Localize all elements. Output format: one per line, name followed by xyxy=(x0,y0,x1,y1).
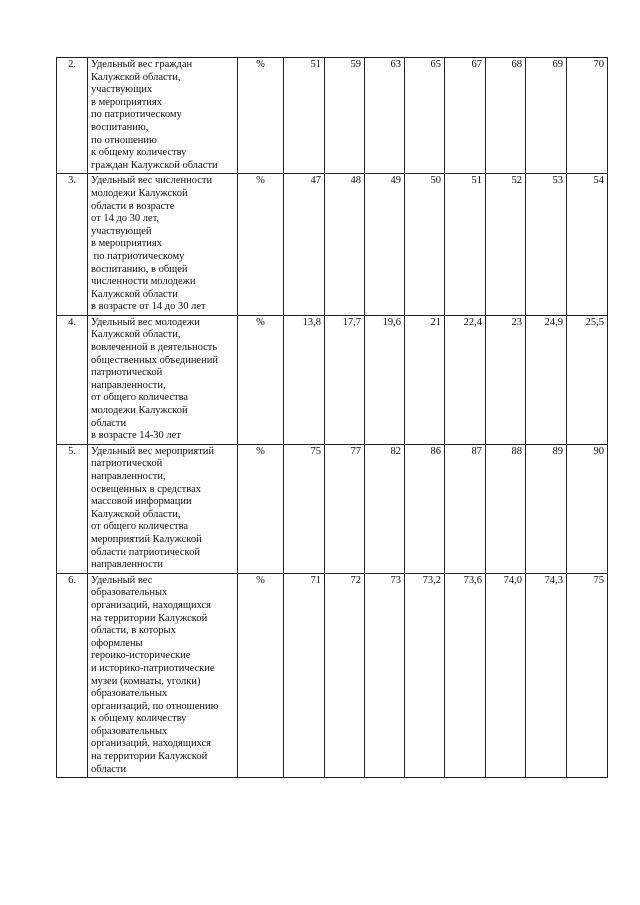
value-cell: 13,8 xyxy=(284,315,325,444)
indicator-name-line: Удельный вес численности xyxy=(91,175,213,187)
indicator-name-line: оформлены xyxy=(91,637,143,649)
value-cell: 49 xyxy=(365,174,405,316)
value-cell: 25,5 xyxy=(567,315,608,444)
indicator-name-line: воспитанию, в общей xyxy=(91,263,188,275)
indicator-name-line: мероприятий Калужской xyxy=(91,533,202,545)
indicator-name-line: вовлеченной в деятельность xyxy=(91,342,218,354)
indicator-name-line: по патриотическому xyxy=(91,250,185,262)
value-cell: 51 xyxy=(445,174,486,316)
indicator-name-line: организаций, находящихся xyxy=(91,738,212,750)
indicator-name-line: направленности xyxy=(91,559,164,571)
indicator-name-line: в мероприятиях xyxy=(91,96,162,108)
value-cell: 71 xyxy=(284,573,325,778)
indicator-name-line: Удельный вес граждан xyxy=(91,59,193,70)
row-number: 5. xyxy=(57,444,88,573)
value-cell: 69 xyxy=(526,58,567,174)
indicator-name-line: образовательных xyxy=(91,688,168,700)
row-number: 4. xyxy=(57,315,88,444)
indicator-name-line: воспитанию, xyxy=(91,121,149,133)
indicator-name-line: по отношению xyxy=(91,134,157,146)
indicator-name-line: и историко-патриотические xyxy=(91,662,215,674)
indicator-name-line: области патриотической xyxy=(91,546,200,558)
value-cell: 72 xyxy=(325,573,365,778)
value-cell: 50 xyxy=(405,174,445,316)
value-cell: 82 xyxy=(365,444,405,573)
indicator-name xyxy=(88,573,238,778)
indicators-table xyxy=(56,57,608,778)
indicator-name-line: от общего количества xyxy=(91,521,189,533)
value-cell: 75 xyxy=(567,573,608,778)
indicator-name-line: к общему количеству xyxy=(91,147,187,159)
row-number: 2. xyxy=(57,58,88,174)
indicator-name-line: образовательных xyxy=(91,725,168,737)
indicator-name-line: образовательных xyxy=(91,587,168,599)
value-cell: 53 xyxy=(526,174,567,316)
indicator-name-line: от 14 до 30 лет, xyxy=(91,213,160,225)
value-cell: 22,4 xyxy=(445,315,486,444)
indicator-name-line: участвующих xyxy=(91,84,153,96)
indicator-name-line: патриотической xyxy=(91,458,163,470)
indicator-name-line: численности молодежи xyxy=(91,276,196,288)
value-cell: 23 xyxy=(486,315,526,444)
indicator-name-line: граждан Калужской области xyxy=(91,159,218,171)
indicator-name-line: направленности, xyxy=(91,471,166,482)
indicator-name-line: в возрасте от 14 до 30 лет xyxy=(91,301,206,313)
indicator-name-line: направленности, xyxy=(91,379,166,391)
value-cell: 87 xyxy=(445,444,486,573)
indicator-name xyxy=(88,58,238,174)
indicator-name-line: на территории Калужской xyxy=(91,612,208,624)
indicator-name-line: Калужской области, xyxy=(91,329,181,341)
indicator-name-line: Удельный вес молодежи xyxy=(91,316,200,328)
value-cell: 75 xyxy=(284,444,325,573)
indicator-name xyxy=(88,444,238,573)
indicator-name-line: участвующей xyxy=(91,225,152,237)
indicator-name-line: области в возрасте xyxy=(91,200,175,212)
indicator-name-line: к общему количеству xyxy=(91,713,187,725)
unit-cell: % xyxy=(238,315,284,444)
indicator-name-line: от общего количества xyxy=(91,392,189,404)
unit-cell: % xyxy=(238,174,284,316)
indicator-name-line: музеи (комнаты, уголки) xyxy=(91,675,201,687)
value-cell: 88 xyxy=(486,444,526,573)
indicator-name-line: по патриотическому xyxy=(91,109,182,121)
row-number: 3. xyxy=(57,174,88,316)
indicator-name-line: организаций, по отношению xyxy=(91,700,219,712)
indicator-name-line: освещенных в средствах xyxy=(91,483,201,495)
value-cell: 74,3 xyxy=(526,573,567,778)
document-page xyxy=(56,57,607,778)
value-cell: 73,6 xyxy=(445,573,486,778)
indicator-name-line: патриотической xyxy=(91,367,163,379)
indicator-name-line: героико-исторические xyxy=(91,650,191,662)
value-cell: 89 xyxy=(526,444,567,573)
indicator-name-line: общественных объединений xyxy=(91,354,218,366)
indicator-name-line: Калужской области xyxy=(91,288,178,300)
value-cell: 70 xyxy=(567,58,608,174)
value-cell: 77 xyxy=(325,444,365,573)
table-row xyxy=(57,573,608,778)
indicator-name xyxy=(88,315,238,444)
value-cell: 86 xyxy=(405,444,445,573)
value-cell: 21 xyxy=(405,315,445,444)
value-cell: 52 xyxy=(486,174,526,316)
unit-cell: % xyxy=(238,58,284,174)
table-row xyxy=(57,444,608,573)
value-cell: 68 xyxy=(486,58,526,174)
table-body xyxy=(57,58,608,778)
value-cell: 65 xyxy=(405,58,445,174)
value-cell: 54 xyxy=(567,174,608,316)
table-row xyxy=(57,174,608,316)
unit-cell: % xyxy=(238,444,284,573)
value-cell: 17,7 xyxy=(325,315,365,444)
indicator-name-line: молодежи Калужской xyxy=(91,405,188,417)
unit-cell: % xyxy=(238,573,284,778)
value-cell: 67 xyxy=(445,58,486,174)
table-row xyxy=(57,58,608,174)
indicator-name-line: области xyxy=(91,763,127,775)
value-cell: 63 xyxy=(365,58,405,174)
value-cell: 59 xyxy=(325,58,365,174)
indicator-name-line: Удельный вес xyxy=(91,574,153,586)
value-cell: 74,0 xyxy=(486,573,526,778)
indicator-name-line: организаций, находящихся xyxy=(91,599,212,611)
indicator-name-line: Удельный вес мероприятий xyxy=(91,445,214,457)
indicator-name-line: Калужской области, xyxy=(91,71,181,83)
indicator-name-line: в мероприятиях xyxy=(91,238,162,250)
table-row xyxy=(57,315,608,444)
indicator-name-line: на территории Калужской xyxy=(91,751,208,763)
value-cell: 90 xyxy=(567,444,608,573)
value-cell: 24,9 xyxy=(526,315,567,444)
value-cell: 48 xyxy=(325,174,365,316)
indicator-name-line: области xyxy=(91,417,127,429)
indicator-name-line: области, в которых xyxy=(91,625,176,637)
indicator-name xyxy=(88,174,238,316)
indicator-name-line: молодежи Калужской xyxy=(91,187,188,199)
row-number: 6. xyxy=(57,573,88,778)
value-cell: 51 xyxy=(284,58,325,174)
indicator-name-line: Калужской области, xyxy=(91,508,181,520)
value-cell: 47 xyxy=(284,174,325,316)
value-cell: 73,2 xyxy=(405,573,445,778)
indicator-name-line: массовой информации xyxy=(91,496,192,508)
indicator-name-line: в возрасте 14-30 лет xyxy=(91,430,181,442)
value-cell: 73 xyxy=(365,573,405,778)
value-cell: 19,6 xyxy=(365,315,405,444)
